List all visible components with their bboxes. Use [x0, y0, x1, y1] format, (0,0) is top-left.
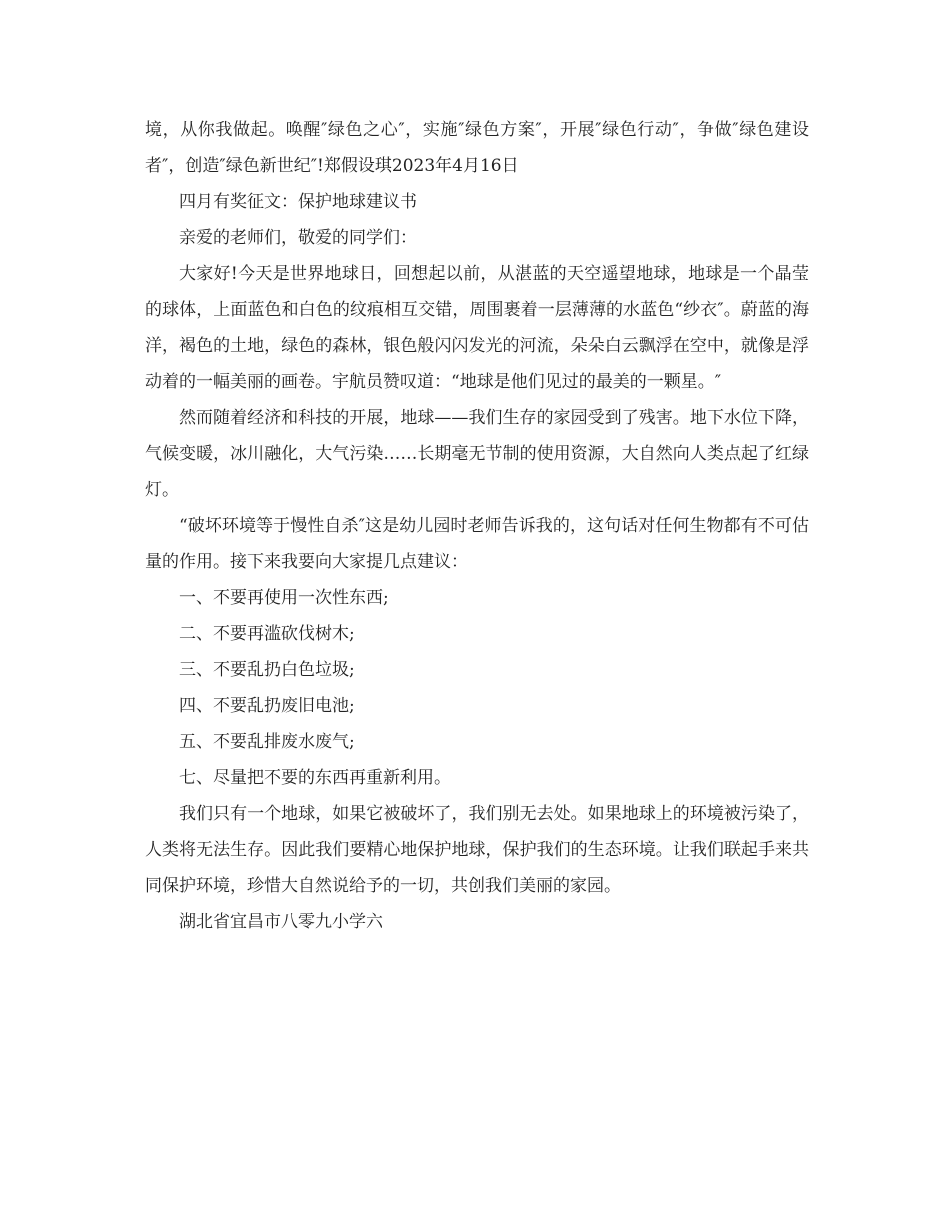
suggestion-item-5: 五、不要乱排废水废气;	[179, 732, 355, 752]
paragraph-problem: 然而随着经济和科技的开展，地球——我们生存的家园受到了残害。地下水位下降，气候变暖，冰川融化，大气污染……长期毫无节制的使用资源，大自然向人类点起了红绿灯。	[145, 408, 809, 500]
suggestion-item-1: 一、不要再使用一次性东西;	[179, 588, 389, 608]
paragraph-closing-continuation: 境，从你我做起。唤醒″绿色之心″，实施″绿色方案″，开展″绿色行动″，争做″绿色建设者″，创造″绿色新世纪″!郑假设琪2023年4月16日	[145, 120, 809, 176]
suggestion-item-7: 七、尽量把不要的东西再重新利用。	[179, 768, 451, 788]
paragraph-quote: “破坏环境等于慢性自杀″这是幼儿园时老师告诉我的，这句话对任何生物都有不可估量的作用。接下来我要向大家提几点建议：	[145, 516, 809, 572]
suggestion-item-4: 四、不要乱扔废旧电池;	[179, 696, 355, 716]
paragraph-signature: 湖北省宜昌市八零九小学六	[179, 912, 383, 932]
document-body	[145, 112, 809, 940]
paragraph-essay-title: 四月有奖征文：保护地球建议书	[179, 192, 417, 212]
suggestion-item-3: 三、不要乱扔白色垃圾;	[179, 660, 355, 680]
suggestion-item-2: 二、不要再滥砍伐树木;	[179, 624, 355, 644]
paragraph-conclusion: 我们只有一个地球，如果它被破坏了，我们别无去处。如果地球上的环境被污染了，人类将无法生存。因此我们要精心地保护地球，保护我们的生态环境。让我们联起手来共同保护环境，珍惜大自然说给予的一切，共创我们美丽的家园。	[145, 804, 809, 896]
paragraph-salutation: 亲爱的老师们，敬爱的同学们：	[179, 228, 417, 248]
paragraph-intro: 大家好!今天是世界地球日，回想起以前，从湛蓝的天空遥望地球，地球是一个晶莹的球体，上面蓝色和白色的纹痕相互交错，周围裹着一层薄薄的水蓝色“纱衣″。蔚蓝的海洋，褐色的土地，绿色的森林，银色般闪闪发光的河流，朵朵白云飘浮在空中，就像是浮动着的一幅美丽的画卷。宇航员赞叹道：“地球是他们见过的最美的一颗星。″	[145, 264, 809, 392]
